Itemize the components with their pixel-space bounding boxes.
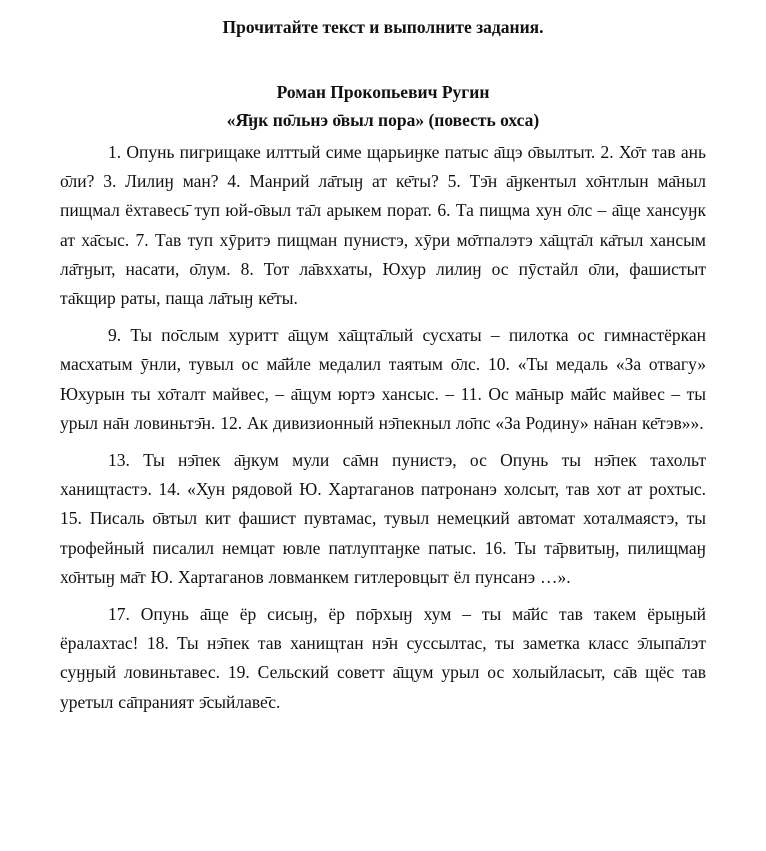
author-name: Роман Прокопьевич Ругин	[276, 82, 490, 102]
task-instruction: Прочитайте текст и выполните задания.	[222, 17, 544, 37]
paragraph-3: 13. Ты нэ̄пек а̄ӈкум мули са̄мн пунистэ, ос Опунь ты нэ̄пек тахольт ханищтастэ. 14. «Хун рядовой Ю. Хартаганов патронанэ холсыт, тав хот ат рохтыс. 15. Писаль о̄втыл кит фашист пувтамас, тувыл немецкий автомат хоталмаястэ, ты трофейный писалил немцат ювле патлуптаӈке патыс. 16. Ты та̄рвитыӈ, пилищмаӈ хо̄нтыӈ ма̄т Ю. Хартаганов ловманкем гитлеровцыт ёл пунсанэ …».	[60, 450, 706, 587]
paragraph-4: 17. Опунь а̄ще ёр сисыӈ, ёр по̄рхыӈ хум – ты ма̄йс тав такем ёрыӈый ёралахтас! 18. Ты нэ̄пек тав ханищтан нэ̄н суссылтас, ты заметка класс э̄лыпа̄лэт суӈӈый ловиньтавес. 19. Сельский советт а̄щум урыл ос холыйласыт, са̄в щёс тав уретыл са̄праният э̄сыйлаве̄с.	[60, 604, 706, 712]
paragraph-1: 1. Опунь пигрищаке илттый симе щарьиӈке патыс а̄щэ о̄вылтыт. 2. Хо̄т тав ань о̄ли? 3. Лилиӈ ман? 4. Манрий ла̄тыӈ ат ке̄ты? 5. Тэ̄н а̄ӈкентыл хо̄нтлын ма̄ныл пищмал ёхтавесь̄ туп юй-о̄выл та̄л арыкем порат. 6. Та пищма хун о̄лс – а̄ще хансуӈк ат ха̄сыс. 7. Тав туп хӯритэ пищман пунистэ, хӯри мо̄тпалэтэ ха̄щта̄л ка̄тыл хансым ла̄тӈыт, насати, о̄лум. 8. Тот ла̄вххаты, Юхур лилиӈ ос пӯстайл о̄ли, фашистыт та̄кщир раты, паща ла̄тыӈ ке̄ты.	[60, 142, 706, 309]
story-title: «Я̄ӈк по̄льнэ о̄выл пора» (повесть охса)	[226, 110, 540, 130]
paragraph-2: 9. Ты по̄слым хуритт а̄щум ха̄щта̄лый сусхаты – пилотка ос гимнастёркан масхатым ӯнли, тувыл ос ма̄йле медалил таятым о̄лс. 10. «Ты медаль «За отвагу» Юхурын ты хо̄талт майвес, – а̄щум юртэ хансыс. – 11. Ос ма̄ныр ма̄йс майвес – ты урыл на̄н ловиньтэ̄н. 12. Ак дивизионный нэ̄пекныл ло̄пс «За Родину» на̄нан ке̄тэв»».	[60, 325, 706, 433]
